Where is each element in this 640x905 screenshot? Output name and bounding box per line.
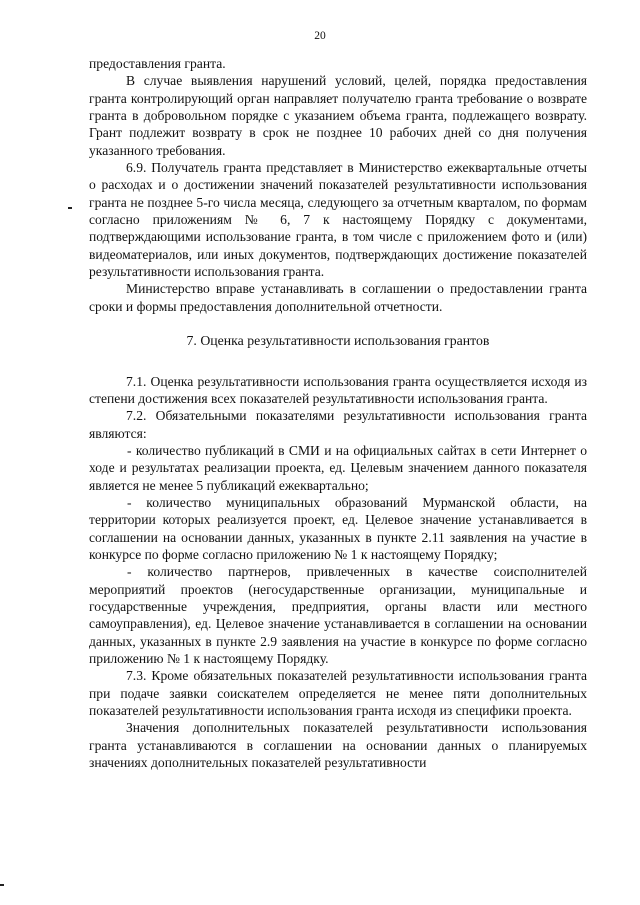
paragraph: Министерство вправе устанавливать в соглашении о предоставлении гранта сроки и формы предоставления дополнительной отчетности. (89, 281, 587, 314)
list-item: - количество партнеров, привлеченных в качестве соисполнителей мероприятий проектов (негосударственные организации, муниципальные и государственные учреждения, предприятия, органы власти или местного самоуправления), ед. Целевое значение устанавливается в соглашении на основании данных, указанных в пункте 2.9 заявления на участие в конкурсе по форме согласно приложению № 1 к настоящему Порядку. (89, 564, 587, 666)
margin-mark (68, 207, 72, 209)
paragraph: 6.9. Получатель гранта представляет в Министерство ежеквартальные отчеты о расходах и о достижении значений показателей результативности использования гранта не позднее 5-го числа месяца, следующего за отчетным кварталом, по формам согласно приложениям № 6, 7 к настоящему Порядку с документами, подтверждающими использование гранта, в том числе с приложением фото и (или) видеоматериалов, или иных документов, подтверждающих достижение показателей результативности использования гранта. (89, 160, 587, 280)
document-body (89, 55, 587, 771)
edge-mark (0, 884, 4, 886)
paragraph: предоставления гранта. (89, 56, 226, 71)
section-title: 7. Оценка результативности использования грантов (186, 333, 490, 349)
paragraph: 7.2. Обязательными показателями результативности использования гранта являются: (89, 408, 587, 441)
page-number: 20 (314, 30, 326, 42)
list-item: - количество публикаций в СМИ и на официальных сайтах в сети Интернет о ходе и результатах реализации проекта, ед. Целевым значением данного показателя является не менее 5 публикаций ежеквартально; (89, 442, 587, 493)
paragraph: Значения дополнительных показателей результативности использования гранта устанавливаются в соглашении на основании данных о планируемых значениях дополнительных показателей результативности (89, 720, 587, 771)
paragraphs-before (89, 55, 587, 315)
paragraph: В случае выявления нарушений условий, целей, порядка предоставления гранта контролирующий орган направляет получателю гранта требование о возврате гранта в добровольном порядке с указанием объема гранта, подлежащего возврату. Грант подлежит возврату в срок не позднее 10 рабочих дней со дня получения указанного требования. (89, 73, 587, 158)
paragraph: 7.1. Оценка результативности использования гранта осуществляется исходя из степени достижения всех показателей результативности использования гранта. (89, 373, 587, 406)
section-7-body (89, 373, 587, 772)
paragraph: 7.3. Кроме обязательных показателей результативности использования гранта при подаче заявки соискателем определяется не менее пяти дополнительных показателей результативности использования гранта исходя из специфики проекта. (89, 668, 587, 719)
list-item: - количество муниципальных образований Мурманской области, на территории которых реализуется проект, ед. Целевое значение устанавливается в соглашении на основании данных, указанных в пункте 2.11 заявления на участие в конкурсе по форме согласно приложению № 1 к настоящему Порядку; (89, 494, 587, 562)
